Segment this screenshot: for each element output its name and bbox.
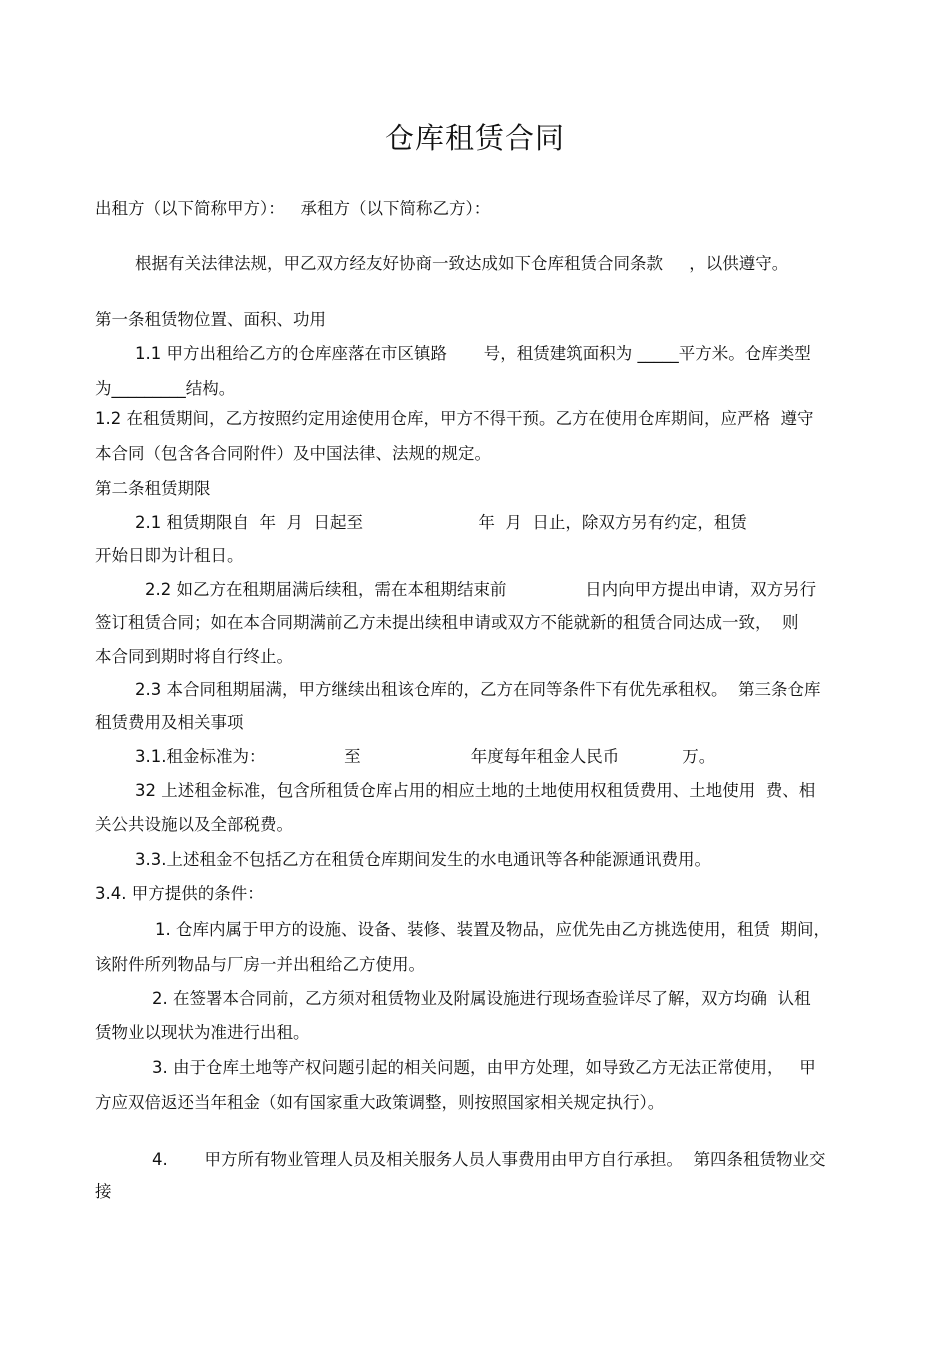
- clause-3-1-line: 3.1.租金标准为： 至 年度每年租金人民币 万。: [135, 747, 716, 766]
- condition-4-line-1: 4. 甲方所有物业管理人员及相关服务人员人事费用由甲方自行承担。 第四条租赁物业交: [152, 1150, 826, 1169]
- clause-1-2-line-1: 1.2 在租赁期间，乙方按照约定用途使用仓库，甲方不得干预。乙方在使用仓库期间，应严格 遵守: [95, 409, 814, 428]
- article-1-heading: 第一条租赁物位置、面积、功用: [95, 310, 326, 329]
- clause-2-3-line-1: 2.3 本合同租期届满，甲方继续出租该仓库的，乙方在同等条件下有优先承租权。 第三条仓库: [135, 680, 821, 699]
- condition-3-line-1: 3. 由于仓库土地等产权问题引起的相关问题，由甲方处理，如导致乙方无法正常使用， 甲: [152, 1058, 816, 1077]
- condition-4-line-2: 接: [95, 1182, 112, 1201]
- clause-3-3-line: 3.3.上述租金不包括乙方在租赁仓库期间发生的水电通讯等各种能源通讯费用。: [135, 850, 711, 869]
- clause-1-1-line-1: 1.1 甲方出租给乙方的仓库座落在市区镇路 号，租赁建筑面积为 _____平方米。仓库类型: [135, 344, 811, 363]
- preamble-line: 根据有关法律法规，甲乙双方经友好协商一致达成如下仓库租赁合同条款 ，以供遵守。: [135, 254, 789, 273]
- clause-3-4-heading: 3.4. 甲方提供的条件：: [95, 884, 264, 903]
- condition-3-line-2: 方应双倍返还当年租金（如有国家重大政策调整，则按照国家相关规定执行）。: [95, 1093, 665, 1112]
- clause-2-1-line-2: 开始日即为计租日。: [95, 546, 244, 565]
- condition-2-line-1: 2. 在签署本合同前，乙方须对租赁物业及附属设施进行现场查验详尽了解，双方均确 认租: [152, 989, 811, 1008]
- clause-2-2-line-2: 签订租赁合同；如在本合同期满前乙方未提出续租申请或双方不能就新的租赁合同达成一致， 则: [95, 613, 799, 632]
- clause-3-2-line-1: 32 上述租金标准，包含所租赁仓库占用的相应土地的土地使用权租赁费用、土地使用 费、相: [135, 781, 816, 800]
- clause-1-1-line-2: 为_________结构。: [95, 379, 236, 398]
- condition-2-line-2: 赁物业以现状为准进行出租。: [95, 1023, 310, 1042]
- condition-1-line-1: 1. 仓库内属于甲方的设施、设备、装修、装置及物品，应优先由乙方挑选使用，租赁 期间，: [155, 920, 830, 939]
- clause-1-2-line-2: 本合同（包含各合同附件）及中国法律、法规的规定。: [95, 444, 491, 463]
- parties-line: 出租方（以下简称甲方）： 承租方（以下简称乙方）：: [95, 199, 491, 218]
- clause-2-1-line-1: 2.1 租赁期限自 年 月 日起至 年 月 日止，除双方另有约定，租赁: [135, 513, 747, 532]
- clause-3-2-line-2: 关公共设施以及全部税费。: [95, 815, 293, 834]
- clause-2-2-line-3: 本合同到期时将自行终止。: [95, 647, 293, 666]
- clause-2-2-line-1: 2.2 如乙方在租期届满后续租，需在本租期结束前 日内向甲方提出申请，双方另行: [145, 580, 817, 599]
- document-title: 仓库租赁合同: [384, 121, 565, 155]
- article-2-heading: 第二条租赁期限: [95, 479, 211, 498]
- clause-2-3-line-2: 租赁费用及相关事项: [95, 713, 244, 732]
- condition-1-line-2: 该附件所列物品与厂房一并出租给乙方使用。: [95, 955, 425, 974]
